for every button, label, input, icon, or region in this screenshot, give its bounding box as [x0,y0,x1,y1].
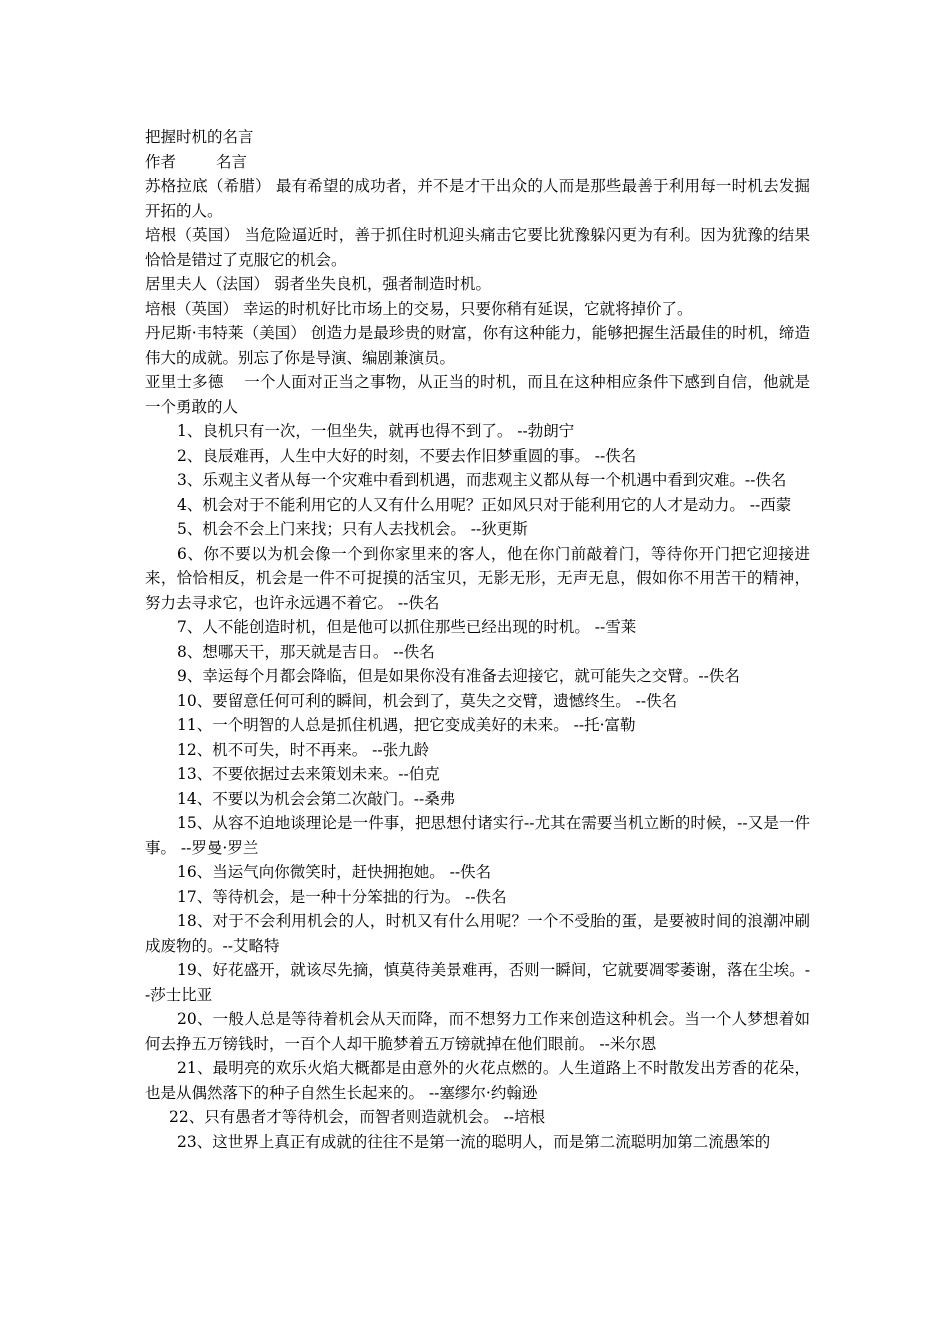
intro-author: 丹尼斯·韦特莱（美国） [145,324,306,342]
intro-quote [145,321,810,370]
numbered-quote: 9、幸运每个月都会降临，但是如果你没有准备去迎接它，就可能失之交臂。--佚名 [177,667,740,685]
intro-quote [145,297,810,322]
numbered-quote: 10、要留意任何可利的瞬间，机会到了，莫失之交臂，遗憾终生。 --佚名 [177,691,678,710]
intro-author: 培根（英国） [145,299,239,318]
numbered-quote: 15、从容不迫地谈理论是一件事，把思想付诸实行--尤其在需要当机立断的时候，--又是一件事。 --罗曼·罗兰 [145,814,810,857]
numbered-quote: 23、这世界上真正有成就的往往不是第一流的聪明人，而是第二流聪明加第二流愚笨的 [177,1132,771,1151]
column-header [145,150,810,175]
numbered-quote: 13、不要依据过去来策划未来。--伯克 [177,765,440,783]
numbered-quote: 11、一个明智的人总是抓住机遇，把它变成美好的未来。 --托·富勒 [177,716,636,734]
numbered-quote: 4、机会对于不能利用它的人又有什么用呢？正如风只对于能利用它的人才是动力。 --西蒙 [177,495,792,514]
author-header: 作者 [145,152,177,171]
numbered-quote: 7、人不能创造时机，但是他可以抓住那些已经出现的时机。 --雪莱 [177,618,637,636]
intro-quote [145,174,810,223]
intro-text: 最有希望的成功者，并不是才干出众的人而是那些最善于利用每一时机去发掘开拓的人。 [145,177,810,220]
numbered-quote: 14、不要以为机会会第二次敲门。--桑弗 [177,789,456,808]
numbered-quote: 22、只有愚者才等待机会，而智者则造就机会。 --培根 [169,1108,546,1126]
intro-text: 一个人面对正当之事物，从正当的时机，而且在这种相应条件下感到自信，他就是一个勇敢的人 [145,373,810,416]
numbered-quote: 6、你不要以为机会像一个到你家里来的客人，他在你门前敲着门，等待你开门把它迎接进来，恰恰相反，机会是一件不可捉摸的活宝贝，无影无形，无声无息，假如你不用苦干的精神，努力去寻求它，也许永远遇不着它。 --佚名 [145,544,810,612]
numbered-quote: 12、机不可失，时不再来。 --张九龄 [177,740,430,759]
intro-author: 居里夫人（法国） [145,275,270,293]
numbered-quote: 21、最明亮的欢乐火焰大概都是由意外的火花点燃的。人生道路上不时散发出芳香的花朵，也是从偶然落下的种子自然生长起来的。 --塞缪尔·约翰逊 [145,1059,810,1102]
numbered-quote: 19、好花盛开，就该尽先摘，慎莫待美景难再，否则一瞬间，它就要凋零萎谢，落在尘埃。--莎士比亚 [145,961,810,1004]
numbered-quote: 17、等待机会，是一种十分笨拙的行为。 --佚名 [177,887,507,906]
numbered-quote: 16、当运气向你微笑时，赶快拥抱她。 --佚名 [177,863,492,881]
document-title: 把握时机的名言 [145,128,254,146]
numbered-quote: 8、想哪天干，那天就是吉日。 --佚名 [177,642,435,661]
intro-quote [145,223,810,272]
numbered-quote: 3、乐观主义者从每一个灾难中看到机遇，而悲观主义都从每一个机遇中看到灾难。--佚名 [177,471,787,489]
intro-author: 亚里士多德 [145,373,224,391]
numbered-quote: 2、良辰难再，人生中大好的时刻，不要去作旧梦重圆的事。 --佚名 [177,446,637,465]
document-page [145,125,810,1154]
intro-quote [145,370,810,419]
numbered-quote: 18、对于不会利用机会的人，时机又有什么用呢？一个不受胎的蛋，是要被时间的浪潮冲刷成废物的。--艾略特 [145,912,810,955]
intro-text: 弱者坐失良机，强者制造时机。 [273,275,491,293]
intro-author: 苏格拉底（希腊） [145,177,271,195]
numbered-quote: 20、一般人总是等待着机会从天而降，而不想努力工作来创造这种机会。当一个人梦想着如何去挣五万镑钱时，一百个人却干脆梦着五万镑就掉在他们眼前。 --米尔恩 [145,1010,810,1053]
intro-text: 创造力是最珍贵的财富，你有这种能力，能够把握生活最佳的时机，缔造伟大的成就。别忘了你是导演、编剧兼演员。 [145,324,810,367]
intro-quote [145,272,810,297]
numbered-quote: 5、机会不会上门来找；只有人去找机会。 --狄更斯 [177,520,528,538]
intro-author: 培根（英国） [145,226,240,244]
quote-header: 名言 [216,152,248,171]
numbered-quote: 1、良机只有一次，一但坐失，就再也得不到了。 --勃朗宁 [177,422,575,440]
intro-text: 当危险逼近时，善于抓住时机迎头痛击它要比犹豫躲闪更为有利。因为犹豫的结果恰恰是错过了克服它的机会。 [145,226,810,269]
intro-text: 幸运的时机好比市场上的交易，只要你稍有延误，它就将掉价了。 [242,299,693,318]
